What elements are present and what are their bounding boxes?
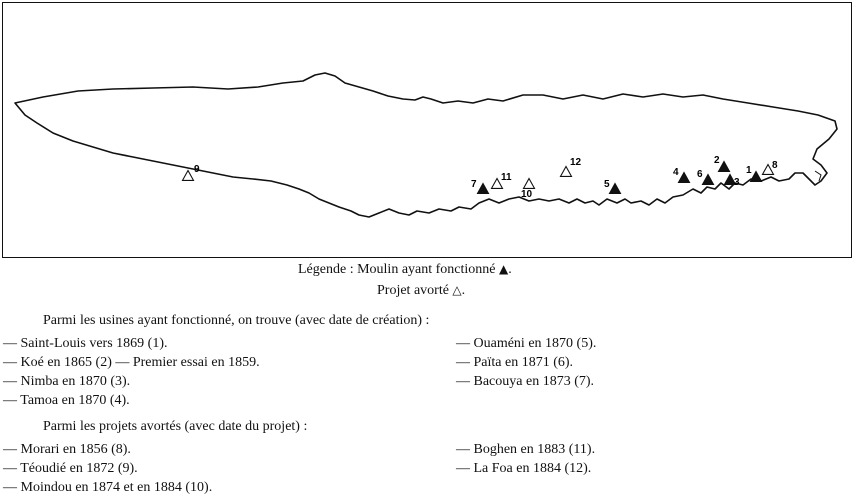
marker-6 bbox=[697, 169, 714, 184]
legend-functioning-end: . bbox=[508, 262, 512, 277]
marker-label: 6 bbox=[697, 169, 703, 180]
legend-line-functioning bbox=[298, 262, 512, 278]
marker-label: 3 bbox=[734, 177, 740, 188]
marker-label: 1 bbox=[746, 165, 752, 176]
island-outline bbox=[15, 73, 837, 217]
legend-functioning-label: Moulin ayant fonctionné bbox=[357, 262, 496, 277]
aborted-triangle-icon bbox=[183, 171, 194, 181]
functioning-list-right bbox=[456, 334, 596, 391]
functioning-triangle-icon bbox=[719, 162, 730, 172]
aborted-triangle-icon: △ bbox=[452, 283, 462, 297]
legend-aborted-label: Projet avorté bbox=[377, 283, 449, 298]
aborted-list-right bbox=[456, 440, 595, 478]
functioning-list-left bbox=[3, 334, 260, 410]
functioning-triangle-icon bbox=[703, 175, 714, 185]
list-item: — Téoudié en 1872 (9). bbox=[3, 461, 138, 476]
marker-9 bbox=[183, 164, 201, 180]
legend-title: Légende : bbox=[298, 262, 354, 277]
aborted-triangle-icon bbox=[524, 179, 535, 189]
list-item: — Koé en 1865 (2) — Premier essai en 1859. bbox=[3, 355, 260, 370]
list-item: — La Foa en 1884 (12). bbox=[456, 461, 592, 476]
list-item: — Païta en 1871 (6). bbox=[456, 355, 574, 370]
marker-label: 10 bbox=[521, 189, 533, 200]
legend-line-aborted bbox=[377, 283, 465, 299]
marker-11 bbox=[492, 172, 513, 188]
list-item: — Saint-Louis vers 1869 (1). bbox=[3, 336, 168, 351]
map-frame bbox=[2, 2, 852, 258]
list-item: — Nimba en 1870 (3). bbox=[3, 374, 131, 389]
marker-8 bbox=[763, 160, 779, 174]
list-item: — Boghen en 1883 (11). bbox=[456, 442, 596, 457]
functioning-triangle-icon bbox=[751, 172, 762, 182]
list-item: — Ouaméni en 1870 (5). bbox=[456, 336, 597, 351]
list-item: — Morari en 1856 (8). bbox=[3, 442, 131, 457]
list-item: — Bacouya en 1873 (7). bbox=[456, 374, 595, 389]
marker-label: 9 bbox=[194, 164, 200, 175]
marker-label: 2 bbox=[714, 155, 720, 166]
marker-1 bbox=[746, 165, 762, 181]
marker-label: 5 bbox=[604, 179, 610, 190]
list-item: — Moindou en 1874 et en 1884 (10). bbox=[3, 480, 213, 495]
functioning-triangle-icon bbox=[679, 173, 690, 183]
marker-label: 12 bbox=[570, 157, 582, 168]
functioning-triangle-icon bbox=[478, 184, 489, 194]
marker-7 bbox=[471, 179, 489, 193]
marker-label: 11 bbox=[501, 172, 512, 183]
island-map bbox=[3, 3, 853, 259]
marker-12 bbox=[561, 157, 582, 176]
functioning-triangle-icon: ▲ bbox=[499, 262, 509, 276]
marker-label: 7 bbox=[471, 179, 477, 190]
marker-4 bbox=[673, 167, 690, 182]
aborted-intro: Parmi les projets avortés (avec date du projet) : bbox=[43, 419, 308, 434]
functioning-intro: Parmi les usines ayant fonctionné, on trouve (avec date de création) : bbox=[43, 313, 430, 328]
legend-aborted-end: . bbox=[461, 283, 466, 298]
marker-label: 8 bbox=[772, 160, 778, 171]
aborted-list-left bbox=[3, 440, 212, 497]
marker-layer bbox=[183, 155, 779, 200]
functioning-triangle-icon bbox=[610, 184, 621, 194]
marker-label: 4 bbox=[673, 167, 679, 178]
island-inner-coast bbox=[815, 171, 821, 181]
marker-5 bbox=[604, 179, 621, 193]
marker-10 bbox=[521, 179, 535, 201]
list-item: — Tamoa en 1870 (4). bbox=[3, 393, 130, 408]
marker-2 bbox=[714, 155, 730, 171]
